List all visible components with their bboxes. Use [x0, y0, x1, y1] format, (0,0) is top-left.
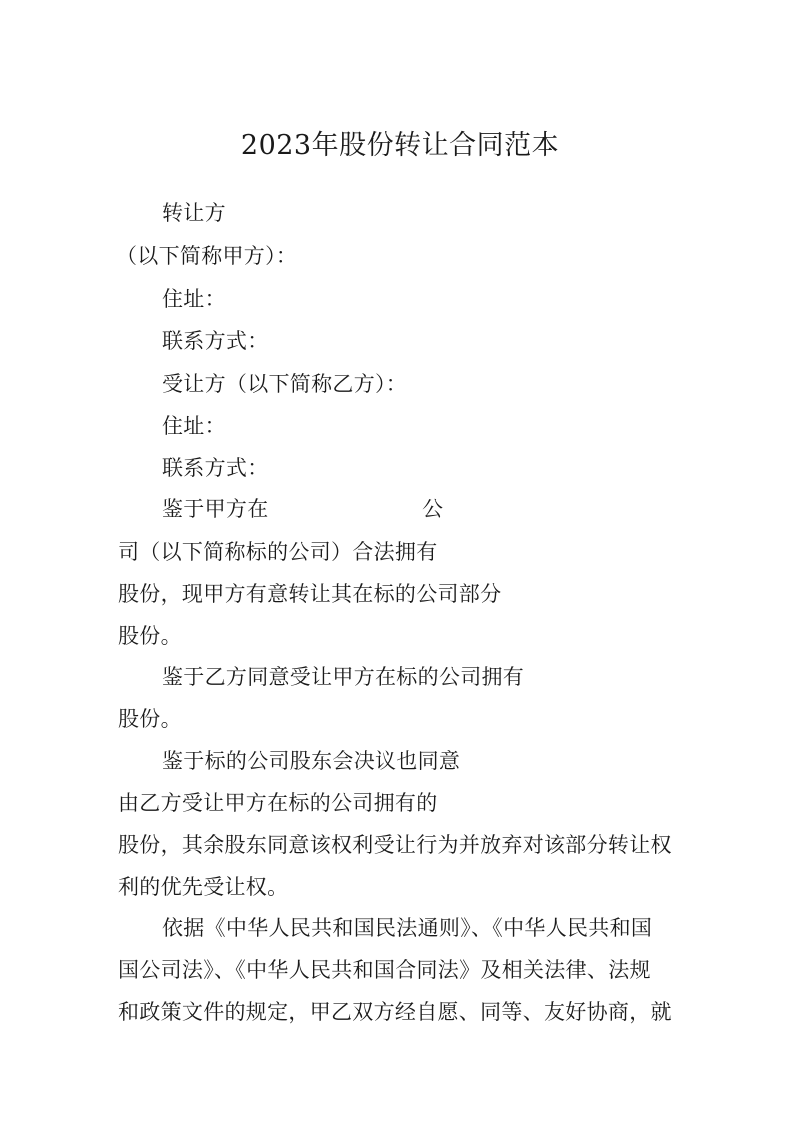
recital-3-line-4: 利的优先受让权。 — [118, 875, 289, 899]
recital-3-line-2: 由乙方受让甲方在标的公司拥有的 — [118, 791, 438, 815]
transferor-label: 转让方 — [162, 201, 226, 225]
transferor-contact-label: 联系方式： — [162, 329, 269, 353]
transferee-contact-label: 联系方式： — [162, 456, 269, 480]
legal-basis-line-2: 国公司法》、《中华人民共和国合同法》及相关法律、法规 — [118, 958, 651, 982]
recital-1-line-4: 股份。 — [118, 624, 182, 648]
recital-2-start: 鉴于乙方同意受让甲方在标的公司拥有 — [162, 665, 525, 689]
transferor-address-label: 住址： — [162, 287, 226, 311]
recital-1-line-3: 股份，现甲方有意转让其在标的公司部分 — [118, 582, 502, 606]
legal-basis-line-3: 和政策文件的规定，甲乙双方经自愿、同等、友好协商，就 — [118, 1000, 672, 1024]
recital-1-line-2: 司（以下简称标的公司）合法拥有 — [118, 540, 438, 564]
transferor-alias: （以下简称甲方）： — [116, 244, 298, 268]
document-title: 2023年股份转让合同范本 — [240, 130, 560, 161]
transferee-label: 受让方（以下简称乙方）： — [162, 372, 408, 396]
recital-3-start: 鉴于标的公司股东会决议也同意 — [162, 749, 461, 773]
recital-1-start: 鉴于甲方在 — [162, 497, 269, 521]
legal-basis-start: 依据《中华人民共和国民法通则》、《中华人民共和国 — [162, 916, 653, 940]
transferee-address-label: 住址： — [162, 414, 226, 438]
recital-2-line-2: 股份。 — [118, 707, 182, 731]
recital-3-line-3: 股份，其余股东同意该权利受让行为并放弃对该部分转让权 — [118, 833, 672, 857]
recital-1-company-char: 公 — [422, 497, 444, 521]
